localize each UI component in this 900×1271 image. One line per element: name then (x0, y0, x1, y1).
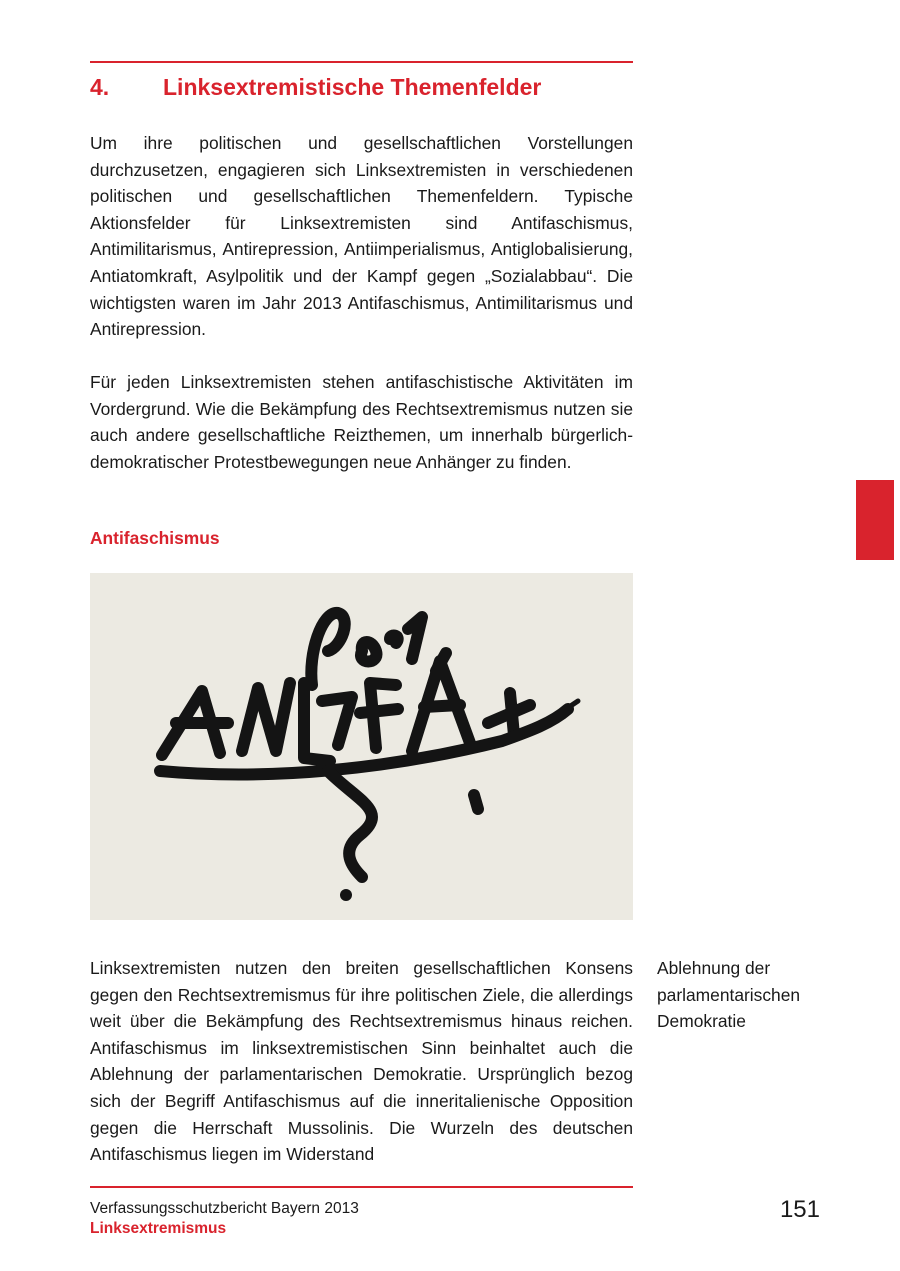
third-paragraph: Linksextremisten nutzen den breiten gesellschaftlichen Konsens gegen den Rechtsextremismus für ihre politischen Ziele, die allerdings weit über die Bekämpfung des Rechtsextremismus hinaus reichen. Antifaschismus im linksextremistischen Sinn beinhaltet auch die Ablehnung der parlamentarischen Demokratie. Ursprünglich bezog sich der Begriff Antifaschismus auf die inneritalienische Opposition gegen die Herrschaft Mussolinis. Die Wurzeln des deutschen Antifaschismus liegen im Widerstand (90, 958, 633, 1165)
section-title: Linksextremistische Themenfelder (163, 74, 542, 100)
chapter-tab-marker (856, 480, 894, 560)
margin-note-line: Ablehnung der (657, 958, 771, 978)
intro-paragraph: Um ihre politischen und gesellschaftlichen Vorstellungen durchzusetzen, engagieren sich Linksextremisten in verschiedenen politischen und gesellschaftlichen Themenfeldern. Typische Aktionsfelder für Linksextremisten sind Antifaschismus, Antimilitarismus, Antirepression, Antiimperialismus, Antiglobalisierung, Antiatomkraft, Asylpolitik und der Kampf gegen „Sozialabbau“. Die wichtigsten waren im Jahr 2013 Antifaschismus, Antimilitarismus und Antirepression. (90, 133, 633, 340)
graffiti-image (90, 573, 633, 920)
subheading-antifaschismus: Antifaschismus (90, 528, 220, 548)
margin-note-line: parlamentarischen (657, 984, 801, 1005)
footer-rule (90, 1186, 633, 1188)
second-paragraph: Für jeden Linksextremisten stehen antifaschistische Aktivitäten im Vordergrund. Wie die Bekämpfung des Rechtsextremismus nutzen sie auch andere gesellschaftliche Reizthemen, um innerhalb bürgerlich-demokratischer Protestbewegungen neue Anhänger zu finden. (90, 372, 633, 472)
section-heading (90, 72, 650, 102)
margin-note (657, 955, 857, 1035)
footer-publication: Verfassungsschutzbericht Bayern 2013 (90, 1200, 359, 1217)
section-number: 4. (90, 74, 110, 100)
graffiti-icon (90, 573, 633, 920)
top-rule (90, 61, 633, 63)
margin-note-line: Demokratie (657, 1011, 746, 1032)
footer-chapter: Linksextremismus (90, 1220, 227, 1237)
page-number: 151 (779, 1196, 820, 1223)
